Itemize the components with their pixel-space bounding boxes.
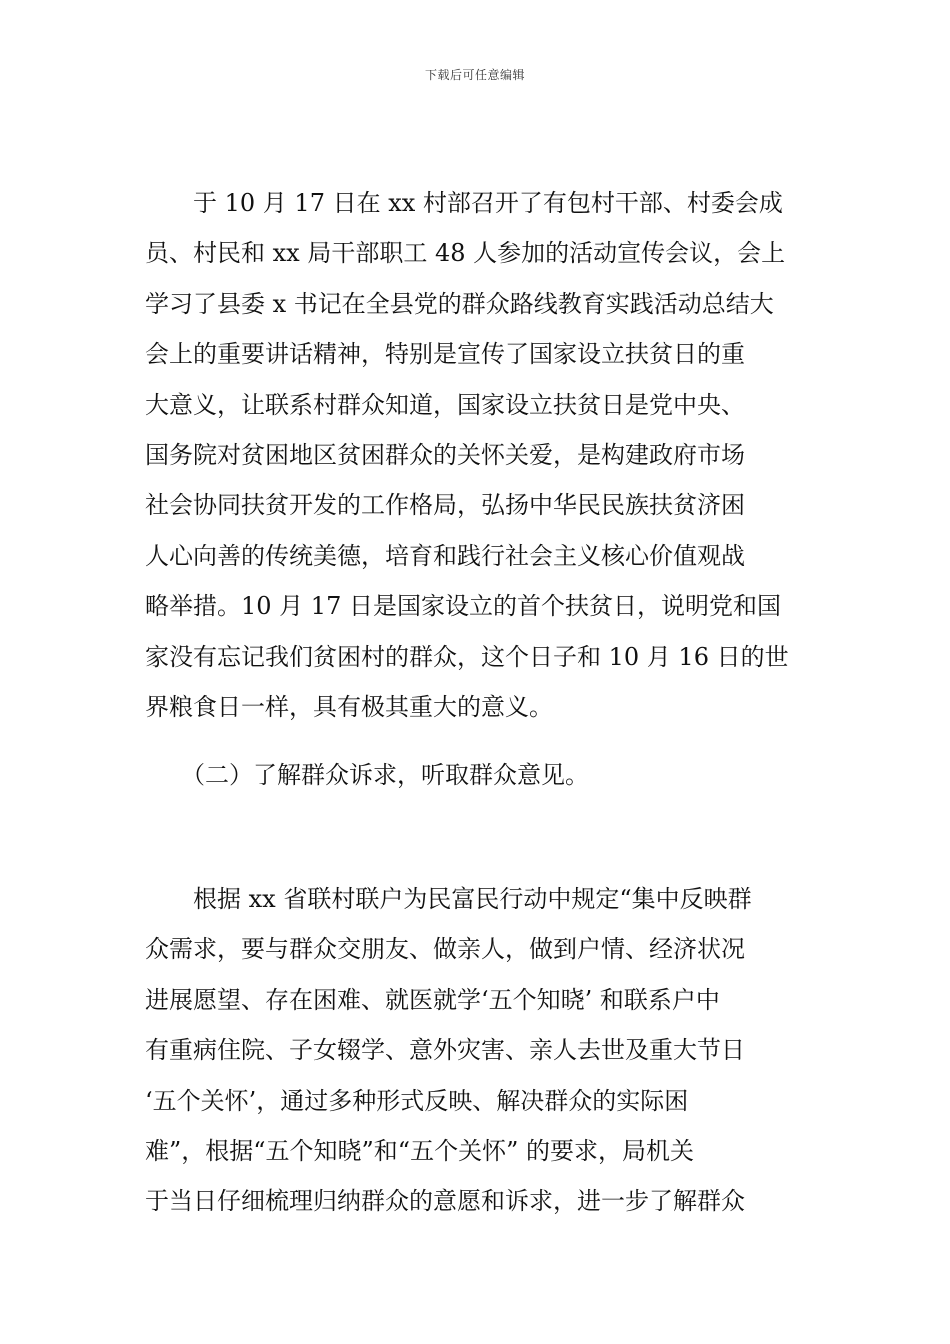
section-heading-text: （二）了解群众诉求，听取群众意见。	[145, 761, 589, 789]
text-line: 国务院对贫困地区贫困群众的关怀关爱，是构建政府市场	[145, 440, 745, 469]
text-line: 员、村民和 xx 局干部职工 48 人参加的活动宣传会议，会上	[145, 239, 786, 268]
text-line: 于当日仔细梳理归纳群众的意愿和诉求，进一步了解群众	[145, 1187, 745, 1216]
text-line: 社会协同扶贫开发的工作格局，弘扬中华民民族扶贫济困	[145, 491, 745, 520]
text-line: 会上的重要讲话精神，特别是宣传了国家设立扶贫日的重	[145, 340, 745, 369]
page-header-note: 下载后可任意编辑	[424, 68, 525, 82]
text-line: 于 10 月 17 日在 xx 村部召开了有包村干部、村委会成	[145, 189, 783, 217]
text-line: 大意义，让联系村群众知道，国家设立扶贫日是党中央、	[145, 390, 745, 419]
paragraph-meeting-summary	[145, 178, 810, 732]
text-line: 学习了县委 x 书记在全县党的群众路线教育实践活动总结大	[145, 289, 774, 318]
text-line: 进展愿望、存在困难、就医就学‘五个知晓’ 和联系户中	[145, 985, 720, 1014]
section-heading	[145, 750, 810, 800]
text-line: 略举措。10 月 17 日是国家设立的首个扶贫日，说明党和国	[145, 592, 781, 621]
text-line: 家没有忘记我们贫困村的群众，这个日子和 10 月 16 日的世	[145, 642, 789, 671]
text-line: ‘五个关怀’，通过多种形式反映、解决群众的实际困	[145, 1086, 689, 1115]
text-line: 众需求，要与群众交朋友、做亲人，做到户情、经济状况	[145, 935, 745, 964]
text-line: 有重病住院、子女辍学、意外灾害、亲人去世及重大节日	[145, 1036, 745, 1065]
text-line: 根据 xx 省联村联户为民富民行动中规定“集中反映群	[145, 885, 752, 913]
text-line: 难”，根据“五个知晓”和“五个关怀” 的要求，局机关	[145, 1136, 694, 1165]
paragraph-public-demands	[145, 874, 810, 1227]
text-line: 人心向善的传统美德，培育和践行社会主义核心价值观战	[145, 541, 745, 570]
text-line: 界粮食日一样，具有极其重大的意义。	[145, 692, 553, 721]
